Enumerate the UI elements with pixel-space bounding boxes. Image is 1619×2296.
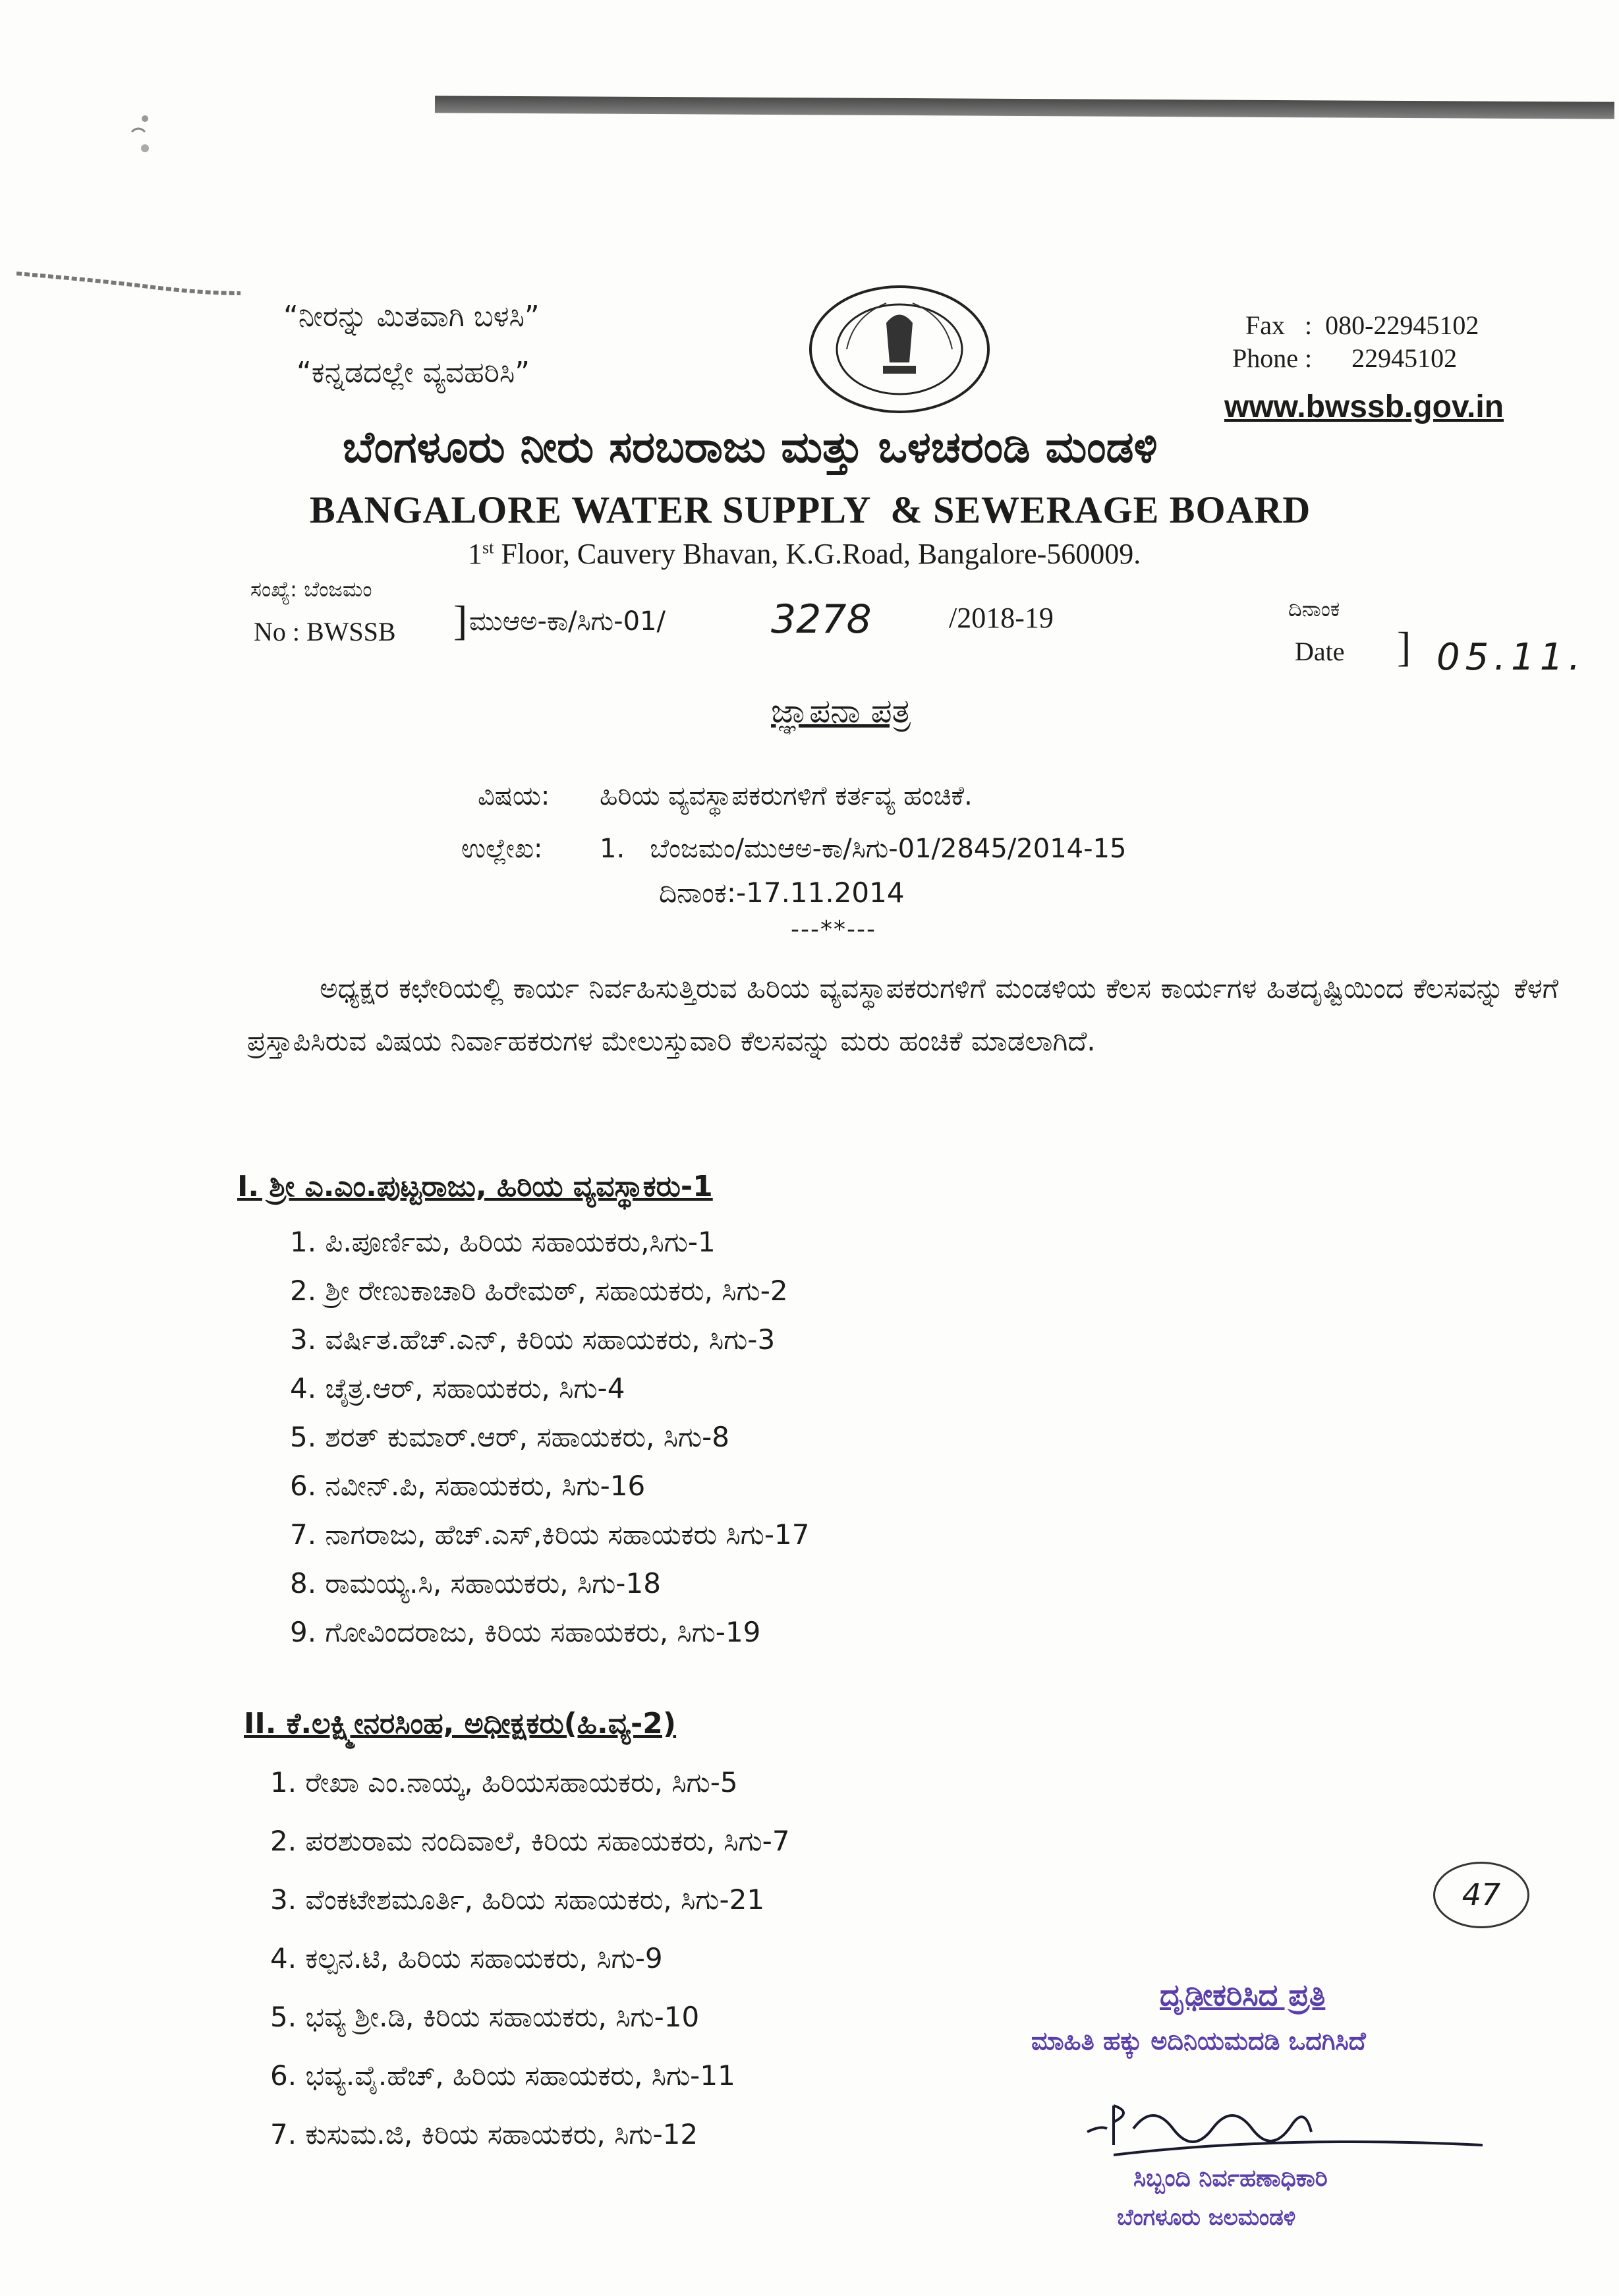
number-label-english: No : BWSSB [254, 617, 396, 646]
list-item: 1. ಪಿ.ಪೂರ್ಣಿಮ, ಹಿರಿಯ ಸಹಾಯಕರು,ಸಿಗು-1 [290, 1226, 716, 1258]
reference-value: 1. ಬೆಂಜಮಂ/ಮುಆಅ-ಕಾ/ಸಿಗು-01/2845/2014-15 [600, 834, 1127, 864]
list-item: 7. ಕುಸುಮ.ಜಿ, ಕಿರಿಯ ಸಹಾಯಕರು, ಸಿಗು-12 [270, 2118, 698, 2150]
office-address: 1st Floor, Cauvery Bhavan, K.G.Road, Bangalore-560009. [468, 538, 1141, 570]
bracket-mark: ] [453, 597, 468, 644]
tag-string [16, 260, 241, 300]
list-item: 9. ಗೋವಿಂದರಾಜು, ಕಿರಿಯ ಸಹಾಯಕರು, ಸಿಗು-19 [290, 1616, 761, 1648]
list-item: 7. ನಾಗರಾಜು, ಹೆಚ್.ಎಸ್,ಕಿರಿಯ ಸಹಾಯಕರು ಸಿಗು-17 [290, 1518, 810, 1551]
designation-stamp: ಸಿಬ್ಬಂದಿ ನಿರ್ವಹಣಾಧಿಕಾರಿ [1133, 2165, 1328, 2192]
kannada-org-title: ಬೆಂಗಳೂರು ನೀರು ಸರಬರಾಜು ಮತ್ತು ಒಳಚರಂಡಿ ಮಂಡಳಿ [343, 422, 1158, 473]
page-number-circle: 47 [1433, 1862, 1529, 1928]
list-item: 8. ರಾಮಯ್ಯ.ಸಿ, ಸಹಾಯಕರು, ಸಿಗು-18 [290, 1567, 661, 1599]
list-item: 4. ಕಲ್ಪನ.ಟಿ, ಹಿರಿಯ ಸಹಾಯಕರು, ಸಿಗು-9 [270, 1942, 663, 1974]
list-item: 5. ಶರತ್ ಕುಮಾರ್.ಆರ್, ಸಹಾಯಕರು, ಸಿಗು-8 [290, 1421, 729, 1453]
date-label-english: Date [1295, 637, 1345, 666]
list-item: 2. ಶ್ರೀ ರೇಣುಕಾಚಾರಿ ಹಿರೇಮಠ್, ಸಹಾಯಕರು, ಸಿಗು-2 [290, 1275, 788, 1307]
list-item: 5. ಭವ್ಯ ಶ್ರೀ.ಡಿ, ಕಿರಿಯ ಸಹಾಯಕರು, ಸಿಗು-10 [270, 2001, 700, 2033]
list-item: 3. ವೆಂಕಟೇಶಮೂರ್ತಿ, ಹಿರಿಯ ಸಹಾಯಕರು, ಸಿಗು-21 [270, 1883, 765, 1916]
reference-year: /2018-19 [949, 602, 1054, 634]
section-1-title: I. ಶ್ರೀ ಎ.ಎಂ.ಪುಟ್ಟರಾಜು, ಹಿರಿಯ ವ್ಯವಸ್ಥಾಕರು-1 [237, 1170, 713, 1203]
list-item: 6. ಭವ್ಯ.ವೈ.ಹೆಚ್, ಹಿರಿಯ ಸಹಾಯಕರು, ಸಿಗು-11 [270, 2059, 735, 2092]
reference-code: ಮುಆಅ-ಕಾ/ಸಿಗು-01/ [469, 606, 666, 637]
english-org-title: BANGALORE WATER SUPPLY & SEWERAGE BOARD [310, 488, 1311, 531]
date-value-handwritten: 05.11. [1436, 636, 1586, 679]
slogan-save-water: “ನೀರನ್ನು ಮಿತವಾಗಿ ಬಳಸಿ” [283, 300, 540, 333]
phone-number: Phone : 22945102 [1232, 343, 1458, 373]
bracket-mark-date: ] [1397, 623, 1411, 670]
bwssb-emblem-logo [807, 283, 992, 415]
section-1-list [290, 1226, 810, 1665]
list-item: 2. ಪರಶುರಾಮ ನಂದಿವಾಲೆ, ಕಿರಿಯ ಸಹಾಯಕರು, ಸಿಗು-7 [270, 1825, 790, 1857]
subject-label: ವಿಷಯ: [478, 781, 550, 811]
reference-date: ದಿನಾಂಕ:-17.11.2014 [659, 876, 905, 909]
fax-number: Fax : 080-22945102 [1245, 310, 1479, 340]
slogan-kannada: “ಕನ್ನಡದಲ್ಲೇ ವ್ಯವಹರಿಸಿ” [297, 356, 530, 389]
section-2-list [270, 1766, 790, 2177]
memo-heading: ಜ್ಞಾಪನಾ ಪತ್ರ [771, 692, 911, 730]
handwritten-signature [1081, 2092, 1502, 2171]
number-label-kannada: ಸಂಖ್ಯೆ: ಬೆಂಜಮಂ [250, 577, 372, 602]
list-item: 6. ನವೀನ್.ಪಿ, ಸಹಾಯಕರು, ಸಿಗು-16 [290, 1470, 646, 1502]
list-item: 3. ವರ್ಷಿತ.ಹೆಚ್.ಎನ್, ಕಿರಿಯ ಸಹಾಯಕರು, ಸಿಗು-3 [290, 1323, 776, 1356]
list-item: 4. ಚೈತ್ರ.ಆರ್, ಸಹಾಯಕರು, ಸಿಗು-4 [290, 1372, 625, 1404]
website-link[interactable]: www.bwssb.gov.in [1224, 389, 1504, 424]
separator: ---**--- [791, 916, 876, 943]
scan-edge-bar [435, 96, 1614, 119]
attested-copy-stamp: ದೃಢೀಕರಿಸಿದ ಪ್ರತಿ [1160, 1977, 1326, 2013]
subject-value: ಹಿರಿಯ ವ್ಯವಸ್ಥಾಪಕರುಗಳಿಗೆ ಕರ್ತವ್ಯ ಹಂಚಿಕೆ. [600, 781, 973, 811]
rti-stamp-line: ಮಾಹಿತಿ ಹಕ್ಕು ಅದಿನಿಯಮದಡಿ ಒದಗಿಸಿದೆ [1031, 2026, 1366, 2055]
punch-hole-marks [125, 92, 185, 171]
body-paragraph: ಅಧ್ಯಕ್ಷರ ಕಛೇರಿಯಲ್ಲಿ ಕಾರ್ಯ ನಿರ್ವಹಿಸುತ್ತಿರುವ ಹಿರಿಯ ವ್ಯವಸ್ಥಾಪಕರುಗಳಿಗೆ ಮಂಡಳಿಯ ಕೆಲಸ ಕಾರ್ಯಗಳ ಹಿತದೃಷ್ಟಿಯಿಂದ ಕೆಲಸವನ್ನು ಕೆಳಗೆ ಪ್ರಸ್ತಾಪಿಸಿರುವ ವಿಷಯ ನಿರ್ವಾಹಕರುಗಳ ಮೇಲುಸ್ತುವಾರಿ ಕೆಲಸವನ್ನು ಮರು ಹಂಚಿಕೆ ಮಾಡಲಾಗಿದೆ. [247, 972, 1558, 1057]
reference-number-handwritten: 3278 [771, 596, 872, 643]
reference-label: ಉಲ್ಲೇಖ: [461, 834, 543, 864]
date-label-kannada: ದಿನಾಂಕ [1288, 596, 1340, 621]
list-item: 1. ರೇಖಾ ಎಂ.ನಾಯ್ಕ, ಹಿರಿಯಸಹಾಯಕರು, ಸಿಗು-5 [270, 1766, 738, 1798]
section-2-title: II. ಕೆ.ಲಕ್ಷ್ಮೀನರಸಿಂಹ, ಅಧೀಕ್ಷಕರು(ಹಿ.ವ್ಯ-2) [244, 1707, 677, 1740]
office-stamp: ಬೆಂಗಳೂರು ಜಲಮಂಡಳಿ [1117, 2204, 1296, 2231]
